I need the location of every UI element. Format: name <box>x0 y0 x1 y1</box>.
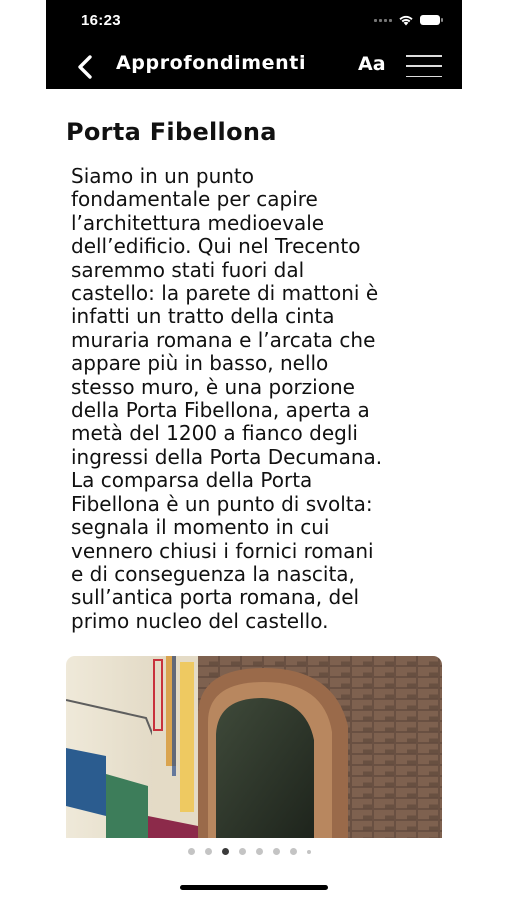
article-line: metà del 1200 a fianco degli <box>71 421 358 446</box>
signal-icon <box>374 19 392 22</box>
page-dot[interactable] <box>290 848 297 855</box>
article-line: Fibellona è un punto di svolta: <box>71 491 373 516</box>
article-line: stesso muro, è una porzione <box>71 374 355 399</box>
wifi-icon <box>398 14 414 26</box>
article-line: ingressi della Porta Decumana. <box>71 444 383 469</box>
article-body <box>71 165 451 633</box>
page-dot[interactable] <box>256 848 263 855</box>
article-line: l’architettura medioevale <box>71 210 325 235</box>
article-line: Siamo in un punto <box>71 164 255 188</box>
article-line: appare più in basso, nello <box>71 351 329 376</box>
article-line: sull’antica porta romana, del <box>71 585 360 610</box>
home-indicator[interactable] <box>180 885 328 890</box>
article-line: saremmo stati fuori dal <box>71 257 305 282</box>
font-size-button[interactable]: Aa <box>358 53 386 75</box>
top-bar <box>46 0 462 89</box>
hamburger-menu-icon[interactable] <box>406 55 442 77</box>
article-line: La comparsa della Porta <box>71 468 313 493</box>
page-dot[interactable] <box>222 848 229 855</box>
page-dot[interactable] <box>188 848 195 855</box>
article-line: della Porta Fibellona, aperta a <box>71 398 370 423</box>
page-dot[interactable] <box>307 850 311 854</box>
battery-icon <box>420 15 440 25</box>
article-line: segnala il momento in cui <box>71 515 330 540</box>
app-screen <box>46 0 462 900</box>
status-icons <box>374 14 440 26</box>
page-title: Porta Fibellona <box>66 118 277 146</box>
article-line: dell’edificio. Qui nel Trecento <box>71 234 361 259</box>
nav-title: Approfondimenti <box>116 52 307 74</box>
page-dot[interactable] <box>239 848 246 855</box>
article-line: e di conseguenza la nascita, <box>71 561 355 586</box>
article-line: infatti un tratto della cinta <box>71 304 335 329</box>
gallery-pagination[interactable] <box>188 848 311 855</box>
porta-fibellona-photo[interactable] <box>66 656 442 838</box>
page-dot[interactable] <box>273 848 280 855</box>
article-line: vennero chiusi i fornici romani <box>71 538 374 563</box>
article-line: castello: la parete di mattoni è <box>71 281 379 306</box>
article-line: muraria romana e l’arcata che <box>71 327 376 352</box>
status-time: 16:23 <box>81 12 121 29</box>
page-dot[interactable] <box>205 848 212 855</box>
article-line: fondamentale per capire <box>71 187 318 212</box>
back-chevron-icon[interactable] <box>74 54 96 80</box>
article-line: primo nucleo del castello. <box>71 608 329 633</box>
